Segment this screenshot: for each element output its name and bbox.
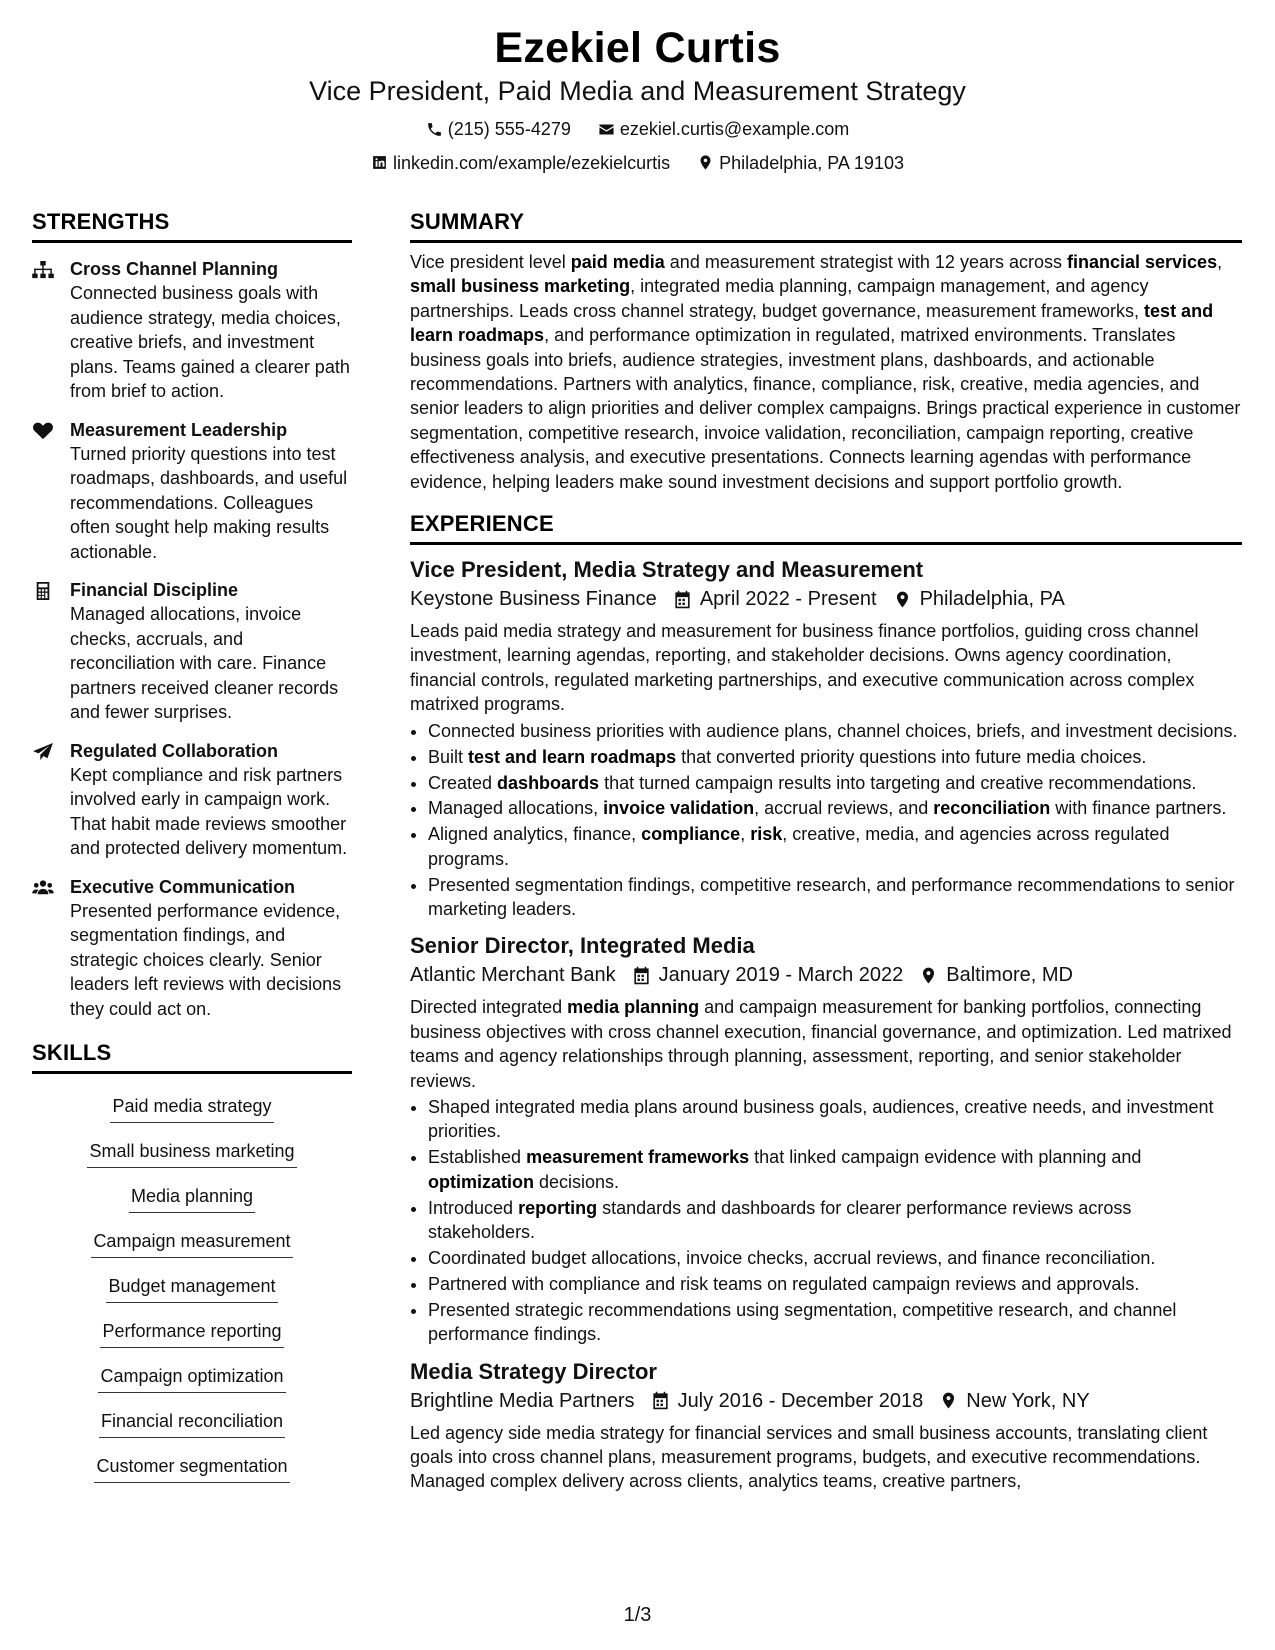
page-number: 1/3 xyxy=(623,1604,652,1626)
strength-item xyxy=(32,739,352,861)
job-meta xyxy=(410,585,1242,613)
job-bullet: • Shaped integrated media plans around business goals, audiences, creative needs, and investment priorities. xyxy=(428,1095,1242,1144)
job-bullet: • Built test and learn roadmaps that converted priority questions into future media choices. xyxy=(428,745,1242,769)
job-bullet: • Established measurement frameworks that linked campaign evidence with planning and optimization decisions. xyxy=(428,1145,1242,1194)
job-description: Directed integrated media planning and campaign measurement for banking portfolios, connecting business objectives with cross channel execution, financial governance, and optimization. Led matrixed teams and agency relationships through planning, assessment, reporting, and senior stakeholder reviews. xyxy=(410,997,1232,1091)
job-company: Atlantic Merchant Bank xyxy=(410,964,616,987)
job-location: Baltimore, MD xyxy=(946,964,1073,987)
calendar-icon xyxy=(651,1391,670,1410)
skill-item: Performance reporting xyxy=(100,1319,283,1348)
skill-item: Campaign optimization xyxy=(98,1364,285,1393)
phone-icon xyxy=(426,121,443,138)
strength-item xyxy=(32,257,352,404)
job-meta xyxy=(410,1387,1242,1415)
job-bullet: • Connected business priorities with audience plans, channel choices, briefs, and investment decisions. xyxy=(428,719,1242,743)
skill-item: Financial reconciliation xyxy=(99,1409,285,1438)
job-dates: April 2022 - Present xyxy=(699,588,877,611)
map-marker-icon xyxy=(697,154,714,171)
strength-title: Financial Discipline xyxy=(70,580,239,600)
strengths-heading: STRENGTHS xyxy=(32,208,352,243)
calendar-icon xyxy=(673,590,692,609)
strength-item xyxy=(32,875,352,1022)
resume-header xyxy=(0,22,1275,177)
skill-item: Campaign measurement xyxy=(91,1229,292,1258)
job-meta xyxy=(410,961,1242,989)
job-bullets xyxy=(410,1095,1242,1347)
strength-desc: Kept compliance and risk partners involved early in campaign work. That habit made reviews smoother and protected delivery momentum. xyxy=(70,764,348,858)
linkedin-text: linkedin.com/example/ezekielcurtis xyxy=(393,152,671,173)
skill-item: Customer segmentation xyxy=(94,1454,289,1483)
contact-row-2 xyxy=(0,151,1275,178)
summary-text: Vice president level paid media and measurement strategist with 12 years across financial services, small business marketing, integrated media planning, campaign management, and agency partnerships. Leads cross channel strategy, budget governance, measurement frameworks, test and learn roadmaps, and performance optimization in regulated, matrixed environments. Translates business goals into briefs, audience strategies, investment plans, dashboards, and actionable recommendations. Partners with analytics, finance, compliance, risk, creative, media agencies, and senior leaders to align priorities and deliver complex campaigns. Brings practical experience in customer segmentation, competitive research, invoice validation, reconciliation, campaign reporting, creative effectiveness analysis, and executive presentations. Connects learning agendas with performance evidence, helping leaders make sound investment decisions and support portfolio growth. xyxy=(410,252,1241,492)
strength-title: Cross Channel Planning xyxy=(70,259,279,279)
job-bullet: • Introduced reporting standards and dashboards for clearer performance reviews across stakeholders. xyxy=(428,1196,1242,1245)
strength-title: Measurement Leadership xyxy=(70,419,288,440)
job-company: Keystone Business Finance xyxy=(410,588,657,611)
strength-item xyxy=(32,578,352,725)
skill-item: Media planning xyxy=(129,1184,255,1213)
job-bullet: • Partnered with compliance and risk teams on regulated campaign reviews and approvals. xyxy=(428,1272,1242,1296)
users-icon xyxy=(32,879,54,897)
job-dates: July 2016 - December 2018 xyxy=(677,1389,924,1412)
contact-email[interactable] xyxy=(598,117,849,141)
strength-item xyxy=(32,418,352,565)
envelope-icon xyxy=(598,121,615,138)
job-bullet: • Presented segmentation findings, competitive research, and performance recommendations to senior marketing leaders. xyxy=(428,873,1242,922)
map-marker-icon xyxy=(919,966,938,985)
right-column xyxy=(410,208,1242,1494)
linkedin-icon xyxy=(371,154,388,171)
paper-plane-icon xyxy=(32,743,54,761)
job-bullet: • Created dashboards that turned campaign results into targeting and creative recommendations. xyxy=(428,771,1242,795)
skill-item: Budget management xyxy=(106,1274,277,1303)
experience-heading: EXPERIENCE xyxy=(410,510,1242,545)
heart-icon xyxy=(32,422,54,440)
strength-title: Regulated Collaboration xyxy=(70,740,279,761)
job-location: New York, NY xyxy=(966,1389,1090,1412)
calendar-icon xyxy=(632,966,651,985)
job-title: Senior Director, Integrated Media xyxy=(410,933,755,959)
strength-desc: Presented performance evidence, segmentation findings, and strategic choices clearly. Senior leaders left reviews with decisions they could act on. xyxy=(70,900,342,1019)
candidate-title: Vice President, Paid Media and Measurement Strategy xyxy=(309,76,966,106)
job-bullet: • Coordinated budget allocations, invoice checks, accrual reviews, and finance reconciliation. xyxy=(428,1246,1242,1270)
job-description: Led agency side media strategy for financial services and small business accounts, translating client goals into cross channel plans, measurement programs, budgets, and executive recommendations. Managed complex delivery across clients, analytics teams, creative partners, xyxy=(410,1422,1208,1492)
job-bullet: • Aligned analytics, finance, compliance, risk, creative, media, and agencies across regulated programs. xyxy=(428,822,1242,871)
left-column xyxy=(32,208,352,1491)
skill-item: Small business marketing xyxy=(87,1139,296,1168)
sitemap-icon xyxy=(32,261,54,279)
job-bullet: • Managed allocations, invoice validation, accrual reviews, and reconciliation with finance partners. xyxy=(428,796,1242,820)
contact-row-1 xyxy=(0,117,1275,144)
job-title: Media Strategy Director xyxy=(410,1358,657,1384)
contact-phone[interactable] xyxy=(426,117,571,141)
strength-desc: Turned priority questions into test roadmaps, dashboards, and useful recommendations. Colleagues often sought help making results actionable. xyxy=(70,443,348,562)
location-text: Philadelphia, PA 19103 xyxy=(719,152,904,173)
skills-heading: SKILLS xyxy=(32,1039,352,1074)
job-location: Philadelphia, PA xyxy=(919,588,1065,611)
contact-linkedin[interactable] xyxy=(371,151,670,175)
map-marker-icon xyxy=(893,590,912,609)
job-description: Leads paid media strategy and measurement for business finance portfolios, guiding cross channel investment, learning agendas, reporting, and stakeholder decisions. Owns agency coordination, financial controls, regulated marketing partnerships, and executive communication across complex matrixed programs. xyxy=(410,621,1199,715)
strength-desc: Managed allocations, invoice checks, accruals, and reconciliation with care. Finance partners received cleaner records and fewer surprises. xyxy=(70,604,339,722)
job-bullet: • Presented strategic recommendations using segmentation, competitive research, and channel performance findings. xyxy=(428,1298,1242,1347)
job-dates: January 2019 - March 2022 xyxy=(658,964,904,987)
candidate-name: Ezekiel Curtis xyxy=(494,24,781,72)
skill-item: Paid media strategy xyxy=(110,1094,273,1123)
skills-list xyxy=(32,1086,352,1491)
job-entry xyxy=(410,1357,1242,1494)
job-company: Brightline Media Partners xyxy=(410,1389,635,1412)
contact-location xyxy=(697,151,904,175)
strength-title: Executive Communication xyxy=(70,876,296,897)
job-entry xyxy=(410,931,1242,1346)
summary-heading: SUMMARY xyxy=(410,208,1242,243)
map-marker-icon xyxy=(939,1391,958,1410)
job-entry xyxy=(410,555,1242,921)
job-title: Vice President, Media Strategy and Measurement xyxy=(410,557,924,583)
strength-desc: Connected business goals with audience strategy, media choices, creative briefs, and investment plans. Teams gained a clearer path from brief to action. xyxy=(70,283,350,401)
calculator-icon xyxy=(32,582,54,600)
phone-text: (215) 555-4279 xyxy=(447,119,571,139)
job-bullets xyxy=(410,719,1242,922)
email-text: ezekiel.curtis@example.com xyxy=(619,119,850,139)
